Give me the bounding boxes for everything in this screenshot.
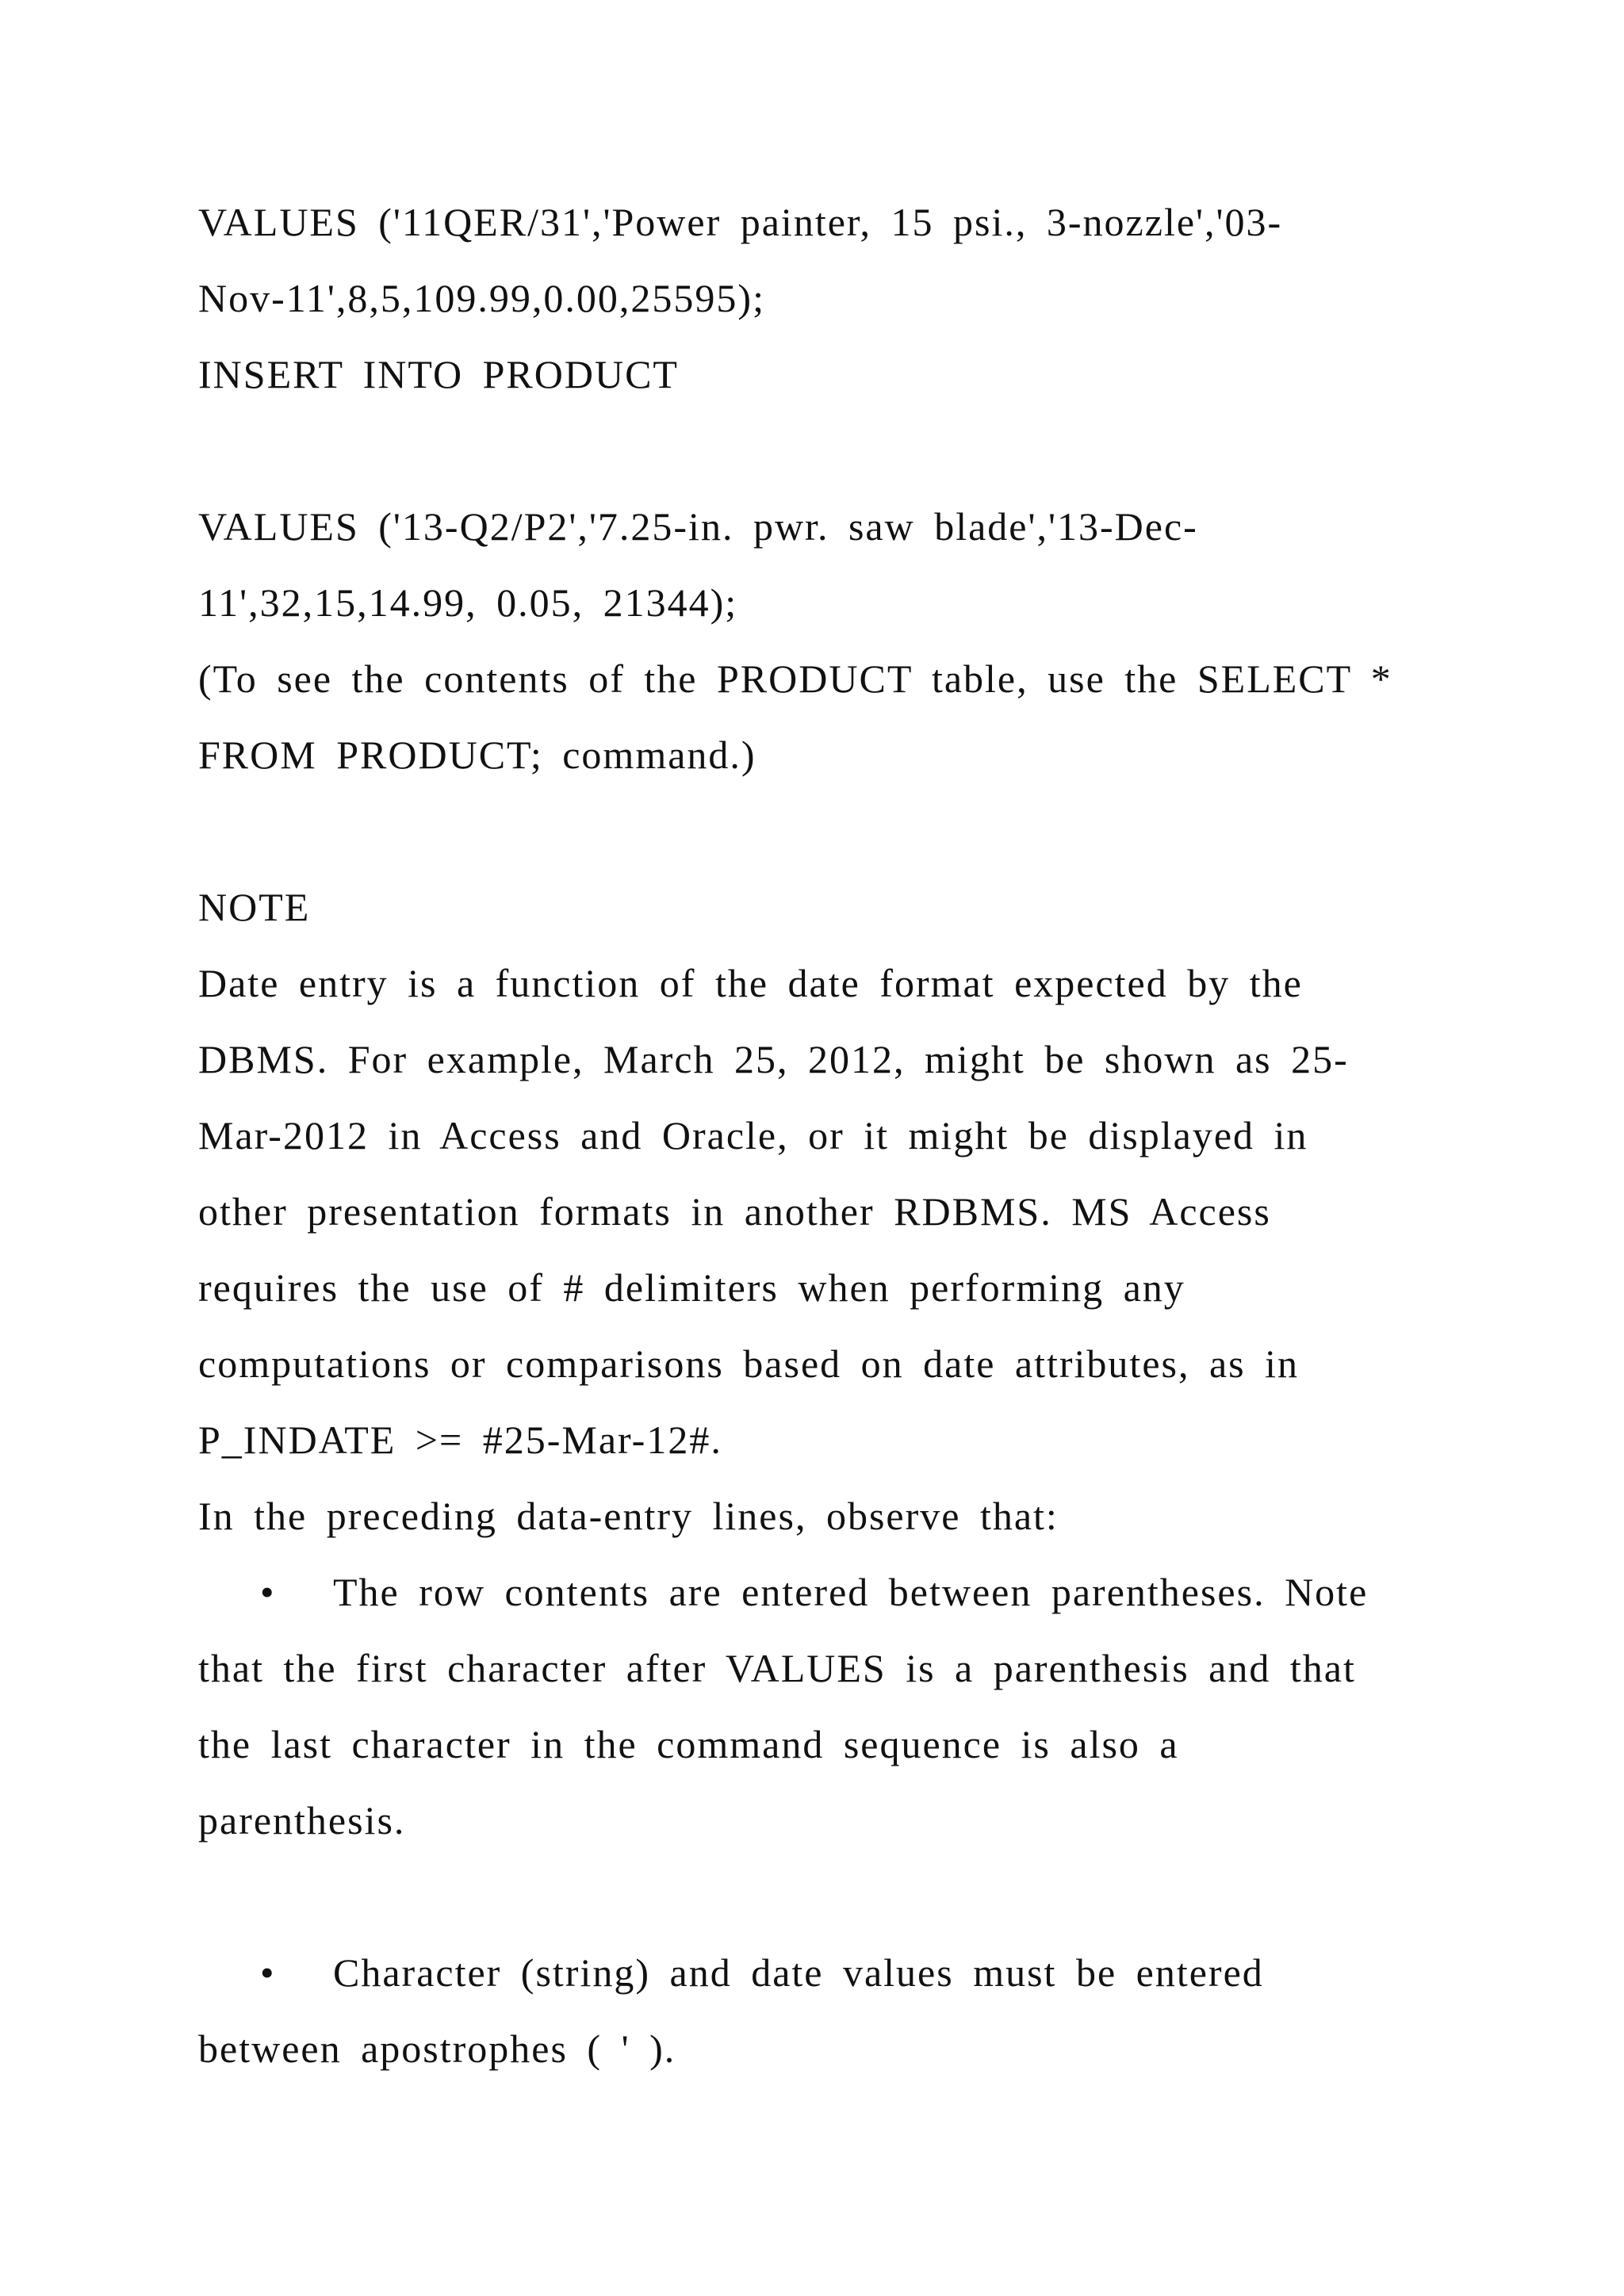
- bullet-2-line-2: between apostrophes ( ' ).: [198, 2026, 676, 2071]
- select-hint-line-2: FROM PRODUCT; command.): [198, 733, 756, 777]
- bullet-1-line-1: The row contents are entered between parentheses. Note: [333, 1570, 1369, 1614]
- code-insert-line: INSERT INTO PRODUCT: [198, 352, 679, 396]
- code-values-line-3: VALUES ('13-Q2/P2','7.25-in. pwr. saw blade','13-Dec-: [198, 504, 1198, 549]
- observe-intro-line: In the preceding data-entry lines, observe that:: [198, 1494, 1059, 1538]
- bullet-2-line-1: Character (string) and date values must be entered: [333, 1950, 1264, 1995]
- note-text-line-1: Date entry is a function of the date format expected by the: [198, 961, 1303, 1005]
- note-text-line-5: requires the use of # delimiters when performing any: [198, 1265, 1185, 1310]
- note-text-line-6: computations or comparisons based on date attributes, as in: [198, 1341, 1300, 1386]
- bullet-marker-1: •: [260, 1570, 276, 1614]
- bullet-1-line-2: that the first character after VALUES is a parenthesis and that: [198, 1646, 1356, 1690]
- note-text-line-2: DBMS. For example, March 25, 2012, might be shown as 25-: [198, 1037, 1349, 1081]
- code-values-line-2: Nov-11',8,5,109.99,0.00,25595);: [198, 276, 765, 320]
- select-hint-line-1: (To see the contents of the PRODUCT table, use the SELECT *: [198, 656, 1392, 701]
- note-heading: NOTE: [198, 885, 311, 929]
- code-values-line-4: 11',32,15,14.99, 0.05, 21344);: [198, 580, 738, 625]
- note-text-line-7: P_INDATE >= #25-Mar-12#.: [198, 1418, 722, 1462]
- code-values-line-1: VALUES ('11QER/31','Power painter, 15 psi., 3-nozzle','03-: [198, 200, 1283, 244]
- bullet-marker-2: •: [260, 1950, 276, 1995]
- bullet-1-line-3: the last character in the command sequence is also a: [198, 1722, 1179, 1766]
- bullet-1-line-4: parenthesis.: [198, 1798, 406, 1843]
- note-text-line-3: Mar-2012 in Access and Oracle, or it might be displayed in: [198, 1113, 1308, 1158]
- note-text-line-4: other presentation formats in another RDBMS. MS Access: [198, 1189, 1271, 1234]
